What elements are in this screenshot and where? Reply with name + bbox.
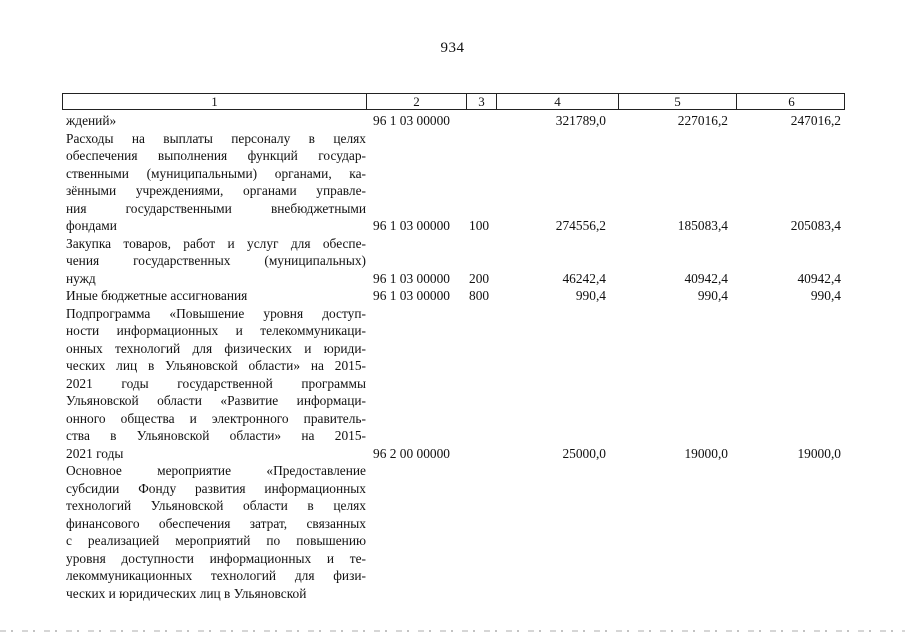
description-line: Закупка товаров, работ и услуг для обеспе- <box>66 235 366 251</box>
row-value-2021: 205083,4 <box>790 218 841 233</box>
description-line: ждений» <box>66 113 117 128</box>
row-code: 96 1 03 00000 <box>373 270 450 286</box>
row-value-2019: 25000,0 <box>562 445 606 461</box>
description-line: ческих лиц в Ульяновской области» на 2015- <box>66 358 366 373</box>
row-description <box>66 305 366 463</box>
description-line: Основное мероприятие «Предоставление <box>66 463 366 478</box>
description-line: обеспечения выполнения функций государ- <box>66 148 366 163</box>
row-value-2020: 185083,4 <box>677 218 728 233</box>
header-cell-1: 1 <box>211 94 218 109</box>
description-line: ния государственными внебюджетными <box>66 200 366 216</box>
row-value-2021: 40942,4 <box>797 270 841 286</box>
header-cell-4: 4 <box>496 94 618 109</box>
description-line: 2021 годы <box>66 445 124 461</box>
description-line: зёнными учреждениями, органами управле- <box>66 183 366 198</box>
header-cell-3: 3 <box>466 94 496 109</box>
row-code: 96 1 03 00000 <box>373 113 450 128</box>
row-value-2019: 46242,4 <box>562 270 606 286</box>
row-code: 96 2 00 00000 <box>373 445 450 461</box>
description-line: финансового обеспечения затрат, связанных <box>66 515 366 531</box>
description-line: онных технологий для физических и юриди- <box>66 340 366 356</box>
row-value-2019: 321789,0 <box>555 113 606 128</box>
row-expense-type: 100 <box>469 218 490 233</box>
row-value-2020: 40942,4 <box>684 270 728 286</box>
description-line: 2021 годы государственной программы <box>66 375 366 391</box>
row-value-2021: 990,4 <box>810 288 841 303</box>
description-line: Подпрограмма «Повышение уровня доступ- <box>66 305 366 321</box>
page-number: 934 <box>440 40 465 56</box>
row-description <box>66 462 366 602</box>
row-description <box>66 130 366 235</box>
header-cell-2: 2 <box>366 94 466 109</box>
row-description <box>66 287 366 305</box>
table-header-row <box>62 93 845 110</box>
description-line: Расходы на выплаты персоналу в целях <box>66 130 366 146</box>
description-line: ности информационных и телекоммуникаци- <box>66 323 366 338</box>
description-line: нужд <box>66 270 96 286</box>
scan-noise-divider <box>0 630 905 632</box>
description-line: с реализацией мероприятий по повышению <box>66 533 366 548</box>
description-line: ческих и юридических лиц в Ульяновской <box>66 585 307 601</box>
description-line: онного общества и электронного правитель- <box>66 410 366 426</box>
row-expense-type: 800 <box>469 288 490 303</box>
row-value-2021: 247016,2 <box>790 113 841 128</box>
description-line: ственными (муниципальными) органами, ка- <box>66 165 366 181</box>
description-line: фондами <box>66 218 117 233</box>
row-value-2021: 19000,0 <box>797 445 841 461</box>
row-value-2019: 990,4 <box>575 288 606 303</box>
description-line: Иные бюджетные ассигнования <box>66 288 248 303</box>
row-value-2020: 990,4 <box>697 288 728 303</box>
row-description <box>66 112 366 130</box>
row-description <box>66 235 366 288</box>
row-value-2020: 227016,2 <box>677 113 728 128</box>
row-expense-type: 200 <box>469 270 490 286</box>
header-cell-5: 5 <box>618 94 736 109</box>
row-code: 96 1 03 00000 <box>373 218 450 233</box>
description-line: ства в Ульяновской области» на 2015- <box>66 428 366 443</box>
row-value-2019: 274556,2 <box>555 218 606 233</box>
description-line: чения государственных (муниципальных) <box>66 253 366 268</box>
description-line: уровня доступности информационных и те- <box>66 550 366 566</box>
row-code: 96 1 03 00000 <box>373 288 450 303</box>
row-value-2020: 19000,0 <box>684 445 728 461</box>
header-cell-6: 6 <box>736 94 846 109</box>
description-line: технологий Ульяновской области в целях <box>66 498 366 513</box>
description-line: субсидии Фонду развития информационных <box>66 480 366 496</box>
description-line: лекоммуникационных технологий для физи- <box>66 568 366 583</box>
description-line: Ульяновской области «Развитие информаци- <box>66 393 366 408</box>
